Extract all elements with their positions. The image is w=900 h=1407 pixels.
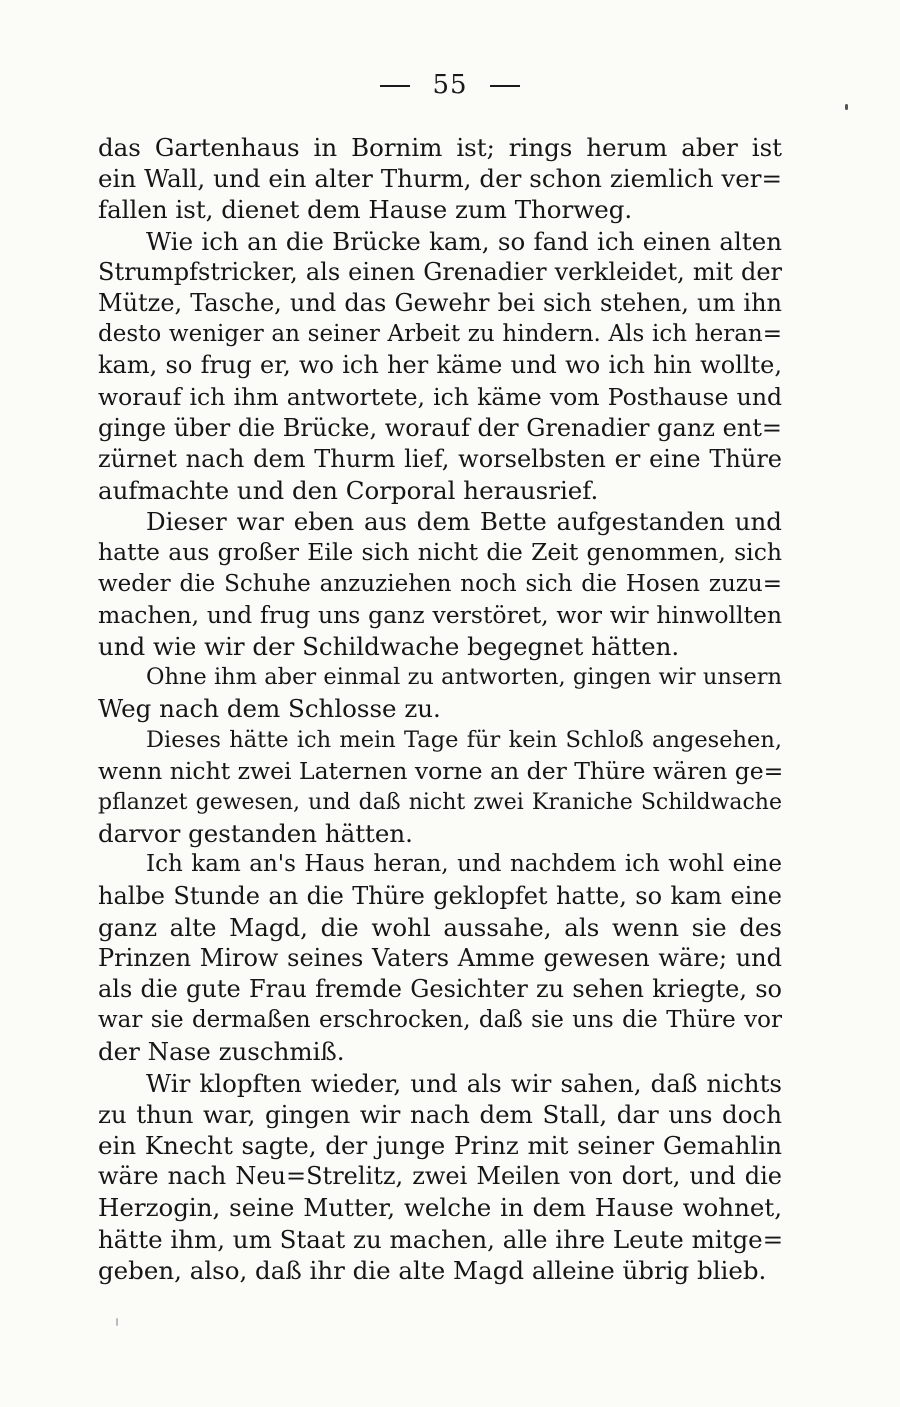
text-line: ein Knecht sagte, der junge Prinz mit seiner Gemahlin xyxy=(98,1131,782,1160)
text-line: Herzogin, seine Mutter, welche in dem Hause wohnet, xyxy=(98,1193,782,1223)
text-line: kam, so frug er, wo ich her käme und wo ich hin wollte, xyxy=(98,351,782,380)
print-speck xyxy=(116,1318,118,1326)
text-line: und wie wir der Schildwache begegnet hätten. xyxy=(98,632,680,661)
body-text xyxy=(98,132,782,1286)
text-line: aufmachte und den Corporal herausrief. xyxy=(98,476,599,506)
text-line: halbe Stunde an die Thüre geklopfet hatte, so kam eine xyxy=(98,881,782,910)
text-line: ein Wall, und ein alter Thurm, der schon ziemlich ver= xyxy=(98,164,782,194)
text-line: worauf ich ihm antwortete, ich käme vom Posthause und xyxy=(98,382,782,411)
text-line: ganz alte Magd, die wohl aussahe, als wenn sie des xyxy=(98,912,782,942)
text-line: pflanzet gewesen, und daß nicht zwei Kraniche Schildwache xyxy=(98,789,782,815)
text-line: das Gartenhaus in Bornim ist; rings herum aber ist xyxy=(98,133,782,162)
text-line: zu thun war, gingen wir nach dem Stall, dar uns doch xyxy=(98,1099,782,1129)
text-line: Strumpfstricker, als einen Grenadier verkleidet, mit der xyxy=(98,257,782,286)
text-line: wenn nicht zwei Laternen vorne an der Thüre wären ge= xyxy=(98,756,784,785)
text-line: hatte aus großer Eile sich nicht die Zeit genommen, sich xyxy=(98,538,782,567)
text-line: ginge über die Brücke, worauf der Grenadier ganz ent= xyxy=(98,413,782,442)
text-line: der Nase zuschmiß. xyxy=(98,1037,345,1067)
text-line: als die gute Frau fremde Gesichter zu sehen kriegte, so xyxy=(98,975,782,1004)
page-number: 55 xyxy=(432,70,468,100)
text-line: wäre nach Neu=Strelitz, zwei Meilen von dort, und die xyxy=(98,1162,782,1191)
text-line: darvor gestanden hätten. xyxy=(98,819,413,849)
text-line: Ohne ihm aber einmal zu antworten, gingen wir unsern xyxy=(146,664,782,691)
text-line: Dieses hätte ich mein Tage für kein Schloß angesehen, xyxy=(146,726,782,753)
page-header xyxy=(0,70,900,100)
text-line: war sie dermaßen erschrocken, daß sie uns die Thüre vor xyxy=(98,1007,782,1034)
text-line: hätte ihm, um Staat zu machen, alle ihre Leute mitge= xyxy=(98,1224,784,1254)
header-dash-right xyxy=(490,85,520,87)
text-line: weder die Schuhe anzuziehen noch sich die Hosen zuzu= xyxy=(98,570,782,597)
text-line: Wie ich an die Brücke kam, so fand ich einen alten xyxy=(146,226,782,256)
text-line: machen, und frug uns ganz verstöret, wor wir hinwollten xyxy=(98,600,782,629)
text-line: fallen ist, dienet dem Hause zum Thorweg. xyxy=(98,195,633,225)
print-speck xyxy=(845,104,848,110)
text-line: Weg nach dem Schlosse zu. xyxy=(98,694,441,724)
text-line: desto weniger an seiner Arbeit zu hindern. Als ich heran= xyxy=(98,321,782,348)
text-line: Ich kam an's Haus heran, und nachdem ich wohl eine xyxy=(146,851,782,878)
text-line: geben, also, daß ihr die alte Magd alleine übrig blieb. xyxy=(98,1255,767,1285)
header-dash-left xyxy=(380,85,410,87)
text-line: Mütze, Tasche, und das Gewehr bei sich stehen, um ihn xyxy=(98,288,782,317)
text-line: Prinzen Mirow seines Vaters Amme gewesen wäre; und xyxy=(98,943,782,972)
text-line: Dieser war eben aus dem Bette aufgestanden und xyxy=(146,507,782,537)
text-line: zürnet nach dem Thurm lief, worselbsten er eine Thüre xyxy=(98,444,782,473)
text-line: Wir klopften wieder, und als wir sahen, daß nichts xyxy=(146,1068,782,1098)
